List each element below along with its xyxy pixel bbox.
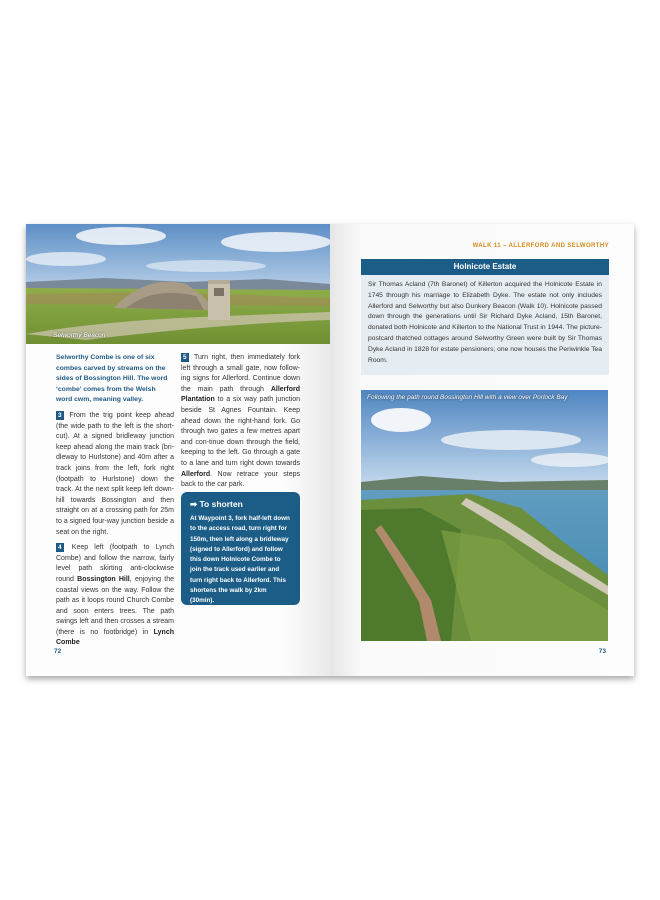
left-photo-caption: Selworthy Beacon: [53, 332, 106, 339]
step-5-text-a: Turn right, then immediately fork left through a small gate, now follow-ing signs for Allerford. Continue down the main path through: [181, 354, 300, 393]
intro-text: Selworthy Combe is one of six combes carved by streams on the sides of Bossington Hill. The word ‘combe’ comes from the Welsh word cwm, meaning valley.: [56, 354, 168, 404]
to-shorten-title: ➡ To shorten: [190, 499, 243, 509]
to-shorten-body: At Waypoint 3, fork half-left down to the access road, turn right for 150m, then left along a bridleway (signed to Allerford) and follow this down Holnicote Combe to join the track used earlier and turn right back to Allerford. This shortens the walk by 2km (30min).: [190, 515, 290, 605]
step-3-paragraph: [56, 411, 174, 538]
lynch-combe-bold: Lynch Combe: [56, 628, 174, 647]
step-4-text-b: , enjoying the coastal views on the way. Follow the path as it loops round Church Combe and soon enters trees. The path swings left and then crosses a stream (there is no footbridge) in: [56, 575, 174, 636]
step-5-text-b: to a six way path junction beside St Agnes Fountain. Keep ahead down the right-hand fork. Go through two gates a few metres apart and con-tinue down through the field, keeping to the left. Go through a gate to a lane and turn right down towards: [181, 396, 300, 467]
running-header: WALK 11 – ALLERFORD AND SELWORTHY: [472, 243, 609, 249]
box-body: Sir Thomas Acland (7th Baronet) of Killerton acquired the Holnicote Estate in 1745 through his marriage to Elizabeth Dyke. The estate not only includes Allerford and Selworthy but also Dunkery Beacon (Walk 10). Holnicote passed down through the generations until Sir Richard Dyke Acland, 15th Baronet, donated both Holnicote and Killerton to the National Trust in 1944. The picture-postcard thatched cottages around Selworthy Green were built by Sir Thomas Dyke Acland in 1828 for estate pensioners; one now houses the Periwinkle Tea Room.: [368, 281, 602, 364]
step-5-paragraph: [181, 353, 300, 491]
porlock-bay-photo: [361, 390, 608, 641]
right-page: [330, 224, 634, 676]
to-shorten-box: [181, 492, 300, 605]
holnicote-estate-box: [361, 259, 609, 375]
page-number-right: 73: [598, 648, 606, 655]
right-column: [181, 353, 300, 496]
step-5-number: 5: [183, 354, 187, 361]
left-column: [56, 411, 174, 654]
page-number-left: 72: [54, 648, 62, 655]
step-5-text-c: . Now retrace your steps back to the car park.: [181, 470, 300, 489]
book-spread: [26, 224, 634, 676]
left-page: [26, 224, 330, 676]
allerford-plantation-bold: Allerford Plantation: [181, 385, 300, 404]
step-4-paragraph: [56, 543, 174, 649]
allerford-bold: Allerford: [181, 470, 211, 478]
step-4-number: 4: [58, 544, 62, 552]
bossington-hill-bold: Bossington Hill: [77, 575, 130, 583]
step-4-text-a: Keep left (footpath to Lynch Combe) and follow the narrow, fairly level path skirting anti-clockwise round: [56, 544, 175, 583]
selworthy-beacon-photo: [26, 224, 330, 344]
step-3-number: 3: [58, 412, 62, 419]
right-photo-caption: Following the path round Bossington Hill with a view over Porlock Bay: [367, 394, 568, 401]
step-3-text: From the trig point keep ahead (the wide path to the left is the short-cut). At a signed bridleway junction keep ahead along the main track (bri-dleway to Hurlstone) and 40m after a track joins from the left, fork right (footpath to Hurlstone) down the track. At the next split keep left down-hill towards Bossington and then straight on at a crossing path for 25m to a signed four-way junction beside a seat on the right.: [56, 412, 174, 536]
box-title: Holnicote Estate: [361, 259, 609, 275]
